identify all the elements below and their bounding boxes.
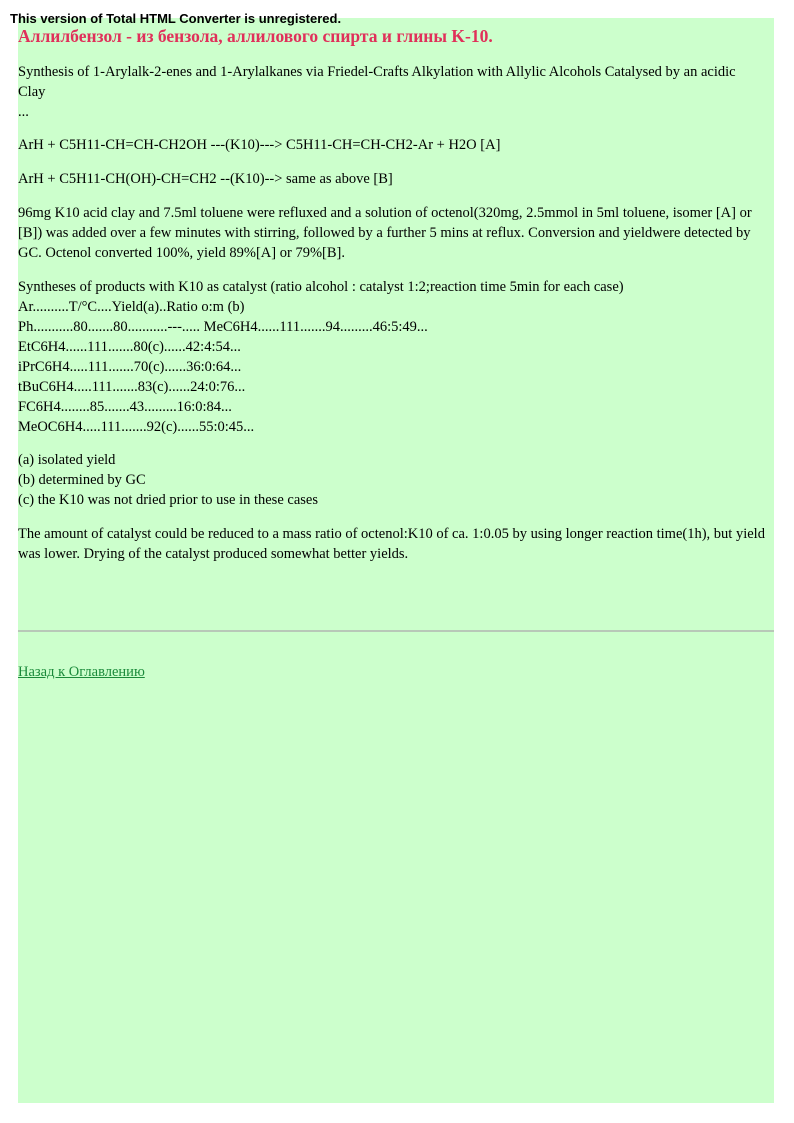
table-header: Ar..........T/°C....Yield(a)..Ratio o:m (b): [18, 299, 245, 315]
reaction-b: [18, 169, 772, 189]
back-to-contents-link[interactable]: Назад к Оглавлению: [18, 664, 145, 680]
results-table: [18, 277, 772, 437]
divider: [18, 630, 774, 632]
table-row: Ph...........80.......80...........---..... MeC6H4......111.......94.........46:5:49...: [18, 319, 428, 335]
table-row: EtC6H4......111.......80(c)......42:4:54...: [18, 339, 241, 355]
intro-line: Clay: [18, 84, 46, 100]
table-row: tBuC6H4.....111.......83(c)......24:0:76...: [18, 379, 246, 395]
procedure-paragraph: 96mg K10 acid clay and 7.5ml toluene were refluxed and a solution of octenol(320mg, 2.5mmol in 5ml toluene, isomer [A] or [B]) was added over a few minutes with stirring, followed by a further 5 mins at reflux. Conversion and yieldwere detected by GC. Octenol converted 100%, yield 89%[A] or 79%[B].: [18, 205, 752, 261]
table-caption: Syntheses of products with K10 as catalyst (ratio alcohol : catalyst 1:2;reaction time 5min for each case): [18, 279, 624, 295]
reaction-a: [18, 135, 772, 155]
conclusion-paragraph: The amount of catalyst could be reduced to a mass ratio of octenol:K10 of ca. 1:0.05 by using longer reaction time(1h), but yield was lower. Drying of the catalyst produced somewhat better yields.: [18, 526, 765, 562]
reaction-b-text: ArH + C5H11-CH(OH)-CH=CH2 --(K10)--> same as above [B]: [18, 171, 393, 187]
intro-line: Synthesis of 1-Arylalk-2-enes and 1-Arylalkanes via Friedel-Crafts Alkylation with Allylic Alcohols Catalysed by an acidic: [18, 64, 736, 80]
footnote: (b) determined by GC: [18, 472, 146, 488]
reaction-a-text: ArH + C5H11-CH=CH-CH2OH ---(K10)---> C5H11-CH=CH-CH2-Ar + H2O [A]: [18, 137, 501, 153]
intro-ellipsis: ...: [18, 104, 29, 120]
page-title: Аллилбензол - из бензола, аллилового спирта и глины K-10.: [18, 26, 493, 46]
footnotes: [18, 450, 772, 510]
table-row: MeOC6H4.....111.......92(c)......55:0:45...: [18, 419, 255, 435]
table-row: FC6H4........85.......43.........16:0:84...: [18, 399, 232, 415]
footnote: (c) the K10 was not dried prior to use in these cases: [18, 492, 318, 508]
footnote: (a) isolated yield: [18, 452, 116, 468]
intro-paragraph: [18, 62, 772, 122]
table-row: iPrC6H4.....111.......70(c)......36:0:64...: [18, 359, 242, 375]
page-body: [18, 18, 774, 1103]
converter-banner: This version of Total HTML Converter is unregistered.: [10, 11, 342, 26]
